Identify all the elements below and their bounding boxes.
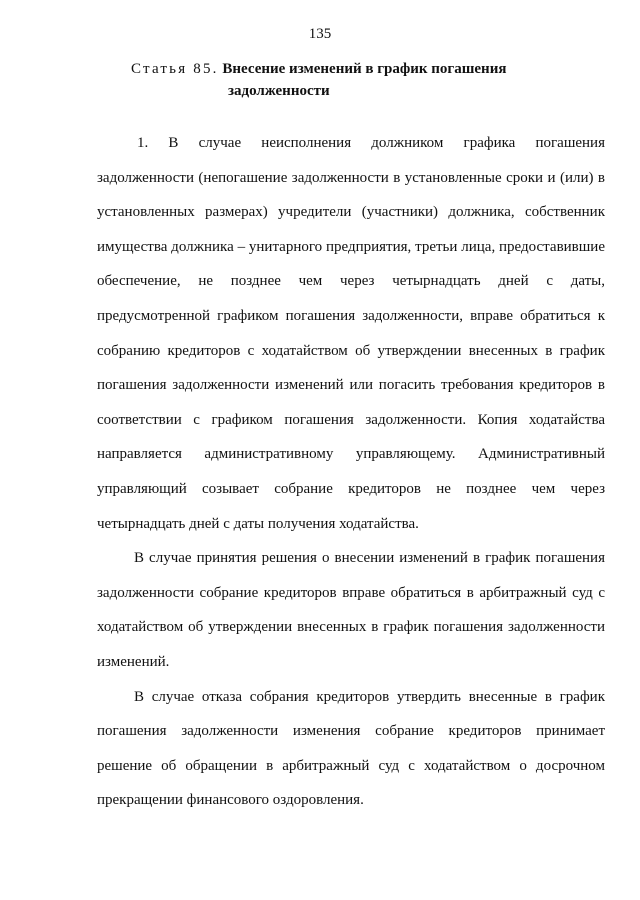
article-title: Внесение изменений в график погашения [222,61,507,77]
article-title-continuation: задолженности [228,83,330,99]
paragraph-2: В случае принятия решения о внесении изменений в график погашения задолженности собрание кредиторов вправе обратиться в арбитражный суд с ходатайством об утверждении внесенных в график погашения задолженности изменений. [97,550,605,670]
article-label: Статья 85. [131,61,219,77]
paragraph-3: В случае отказа собрания кредиторов утвердить внесенные в график погашения задолженности изменения собрание кредиторов принимает решение об обращении в арбитражный суд с ходатайством о досрочном прекращении финансового оздоровления. [97,688,605,809]
article-heading [131,58,571,102]
article-body [97,126,605,818]
page-number: 135 [308,26,332,42]
paragraph-1: 1. В случае неисполнения должником графика погашения задолженности (непогашение задолженности в установленные сроки и (или) в установленных размерах) учредители (участники) должника, собственник имущества должника – унитарного предприятия, третьи лица, предоставившие обеспечение, не позднее чем через четырнадцать дней с даты, предусмотренной графиком погашения задолженности, вправе обратиться к собранию кредиторов с ходатайством об утверждении внесенных в график погашения задолженности изменений или погасить требования кредиторов в соответствии с графиком погашения задолженности. Копия ходатайства направляется административному управляющему. Административный управляющий созывает собрание кредиторов не позднее чем через четырнадцать дней с даты получения ходатайства. [97,135,605,532]
